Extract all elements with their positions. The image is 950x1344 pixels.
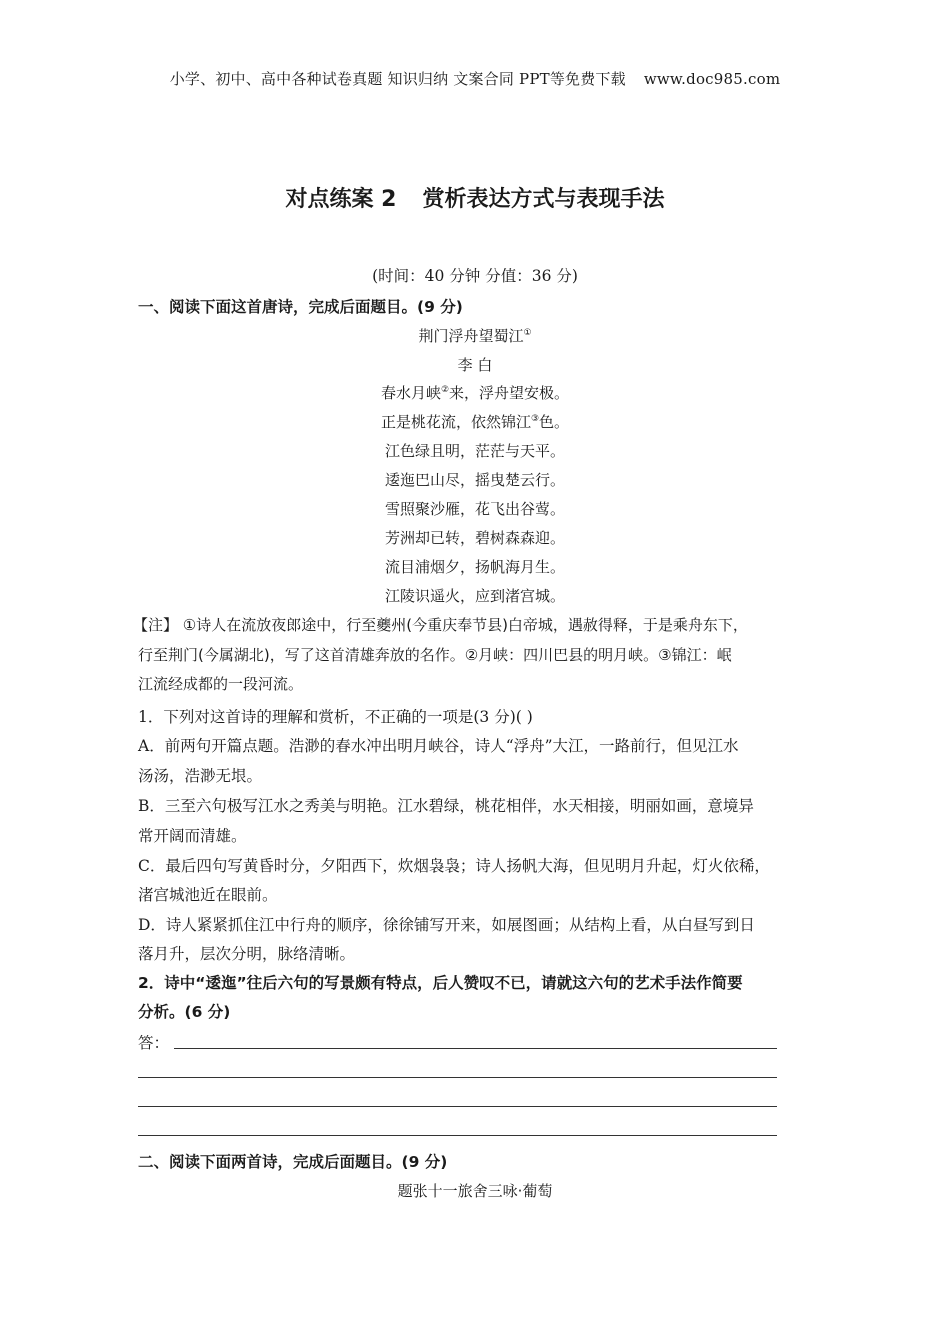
title-part2: 赏析表达方式与表现手法 <box>422 187 665 212</box>
poem-note-line: 江流经成都的一段河流。 <box>138 675 304 693</box>
q2-stem-cont: 分析。(6 分) <box>138 1003 231 1021</box>
q1-option-b-cont: 常开阔而清雄。 <box>138 827 247 845</box>
section1-heading: 一、阅读下面这首唐诗，完成后面题目。(9 分) <box>138 298 463 316</box>
q1-option-d: D．诗人紧紧抓住江中行舟的顺序，徐徐铺写开来，如展图画；从结构上看，从白昼写到日 <box>138 916 755 934</box>
poem-note-line: 【注】 ①诗人在流放夜郎途中，行至夔州(今重庆奉节县)白帝城，遇赦得释，于是乘舟东下， <box>133 616 748 634</box>
answer-line[interactable] <box>138 1135 777 1136</box>
poem-note-line: 行至荆门(今属湖北)，写了这首清雄奔放的名作。②月峡：四川巴县的明月峡。③锦江：岷 <box>138 646 732 664</box>
q1-option-a-cont: 汤汤，浩渺无垠。 <box>138 767 263 785</box>
q1-option-b: B．三至六句极写江水之秀美与明艳。江水碧绿，桃花相伴，水天相接，明丽如画，意境异 <box>138 797 754 815</box>
q1-option-c-cont: 渚宫城池近在眼前。 <box>138 886 278 904</box>
answer-label: 答： <box>138 1034 170 1052</box>
page-header <box>0 68 950 89</box>
q1-option-d-cont: 落月升，层次分明，脉络清晰。 <box>138 945 356 963</box>
poem-author: 李 白 <box>457 356 493 374</box>
poem-title: 荆门浮舟望蜀江① <box>418 327 532 345</box>
page-title <box>0 182 950 213</box>
exam-meta: (时间：40 分钟 分值：36 分) <box>372 267 578 285</box>
poem-line: 雪照聚沙雁，花飞出谷莺。 <box>384 500 565 518</box>
poem-line: 江陵识遥火，应到渚宫城。 <box>384 587 565 605</box>
q2-stem: 2．诗中“逶迤”往后六句的写景颇有特点，后人赞叹不已，请就这六句的艺术手法作简要 <box>138 974 743 992</box>
poem-line: 春水月峡②来，浮舟望安极。 <box>380 384 570 402</box>
section2-poem-title: 题张十一旅舍三咏·葡萄 <box>397 1182 553 1200</box>
poem-line: 流目浦烟夕，扬帆海月生。 <box>384 558 565 576</box>
header-text: 小学、初中、高中各种试卷真题 知识归纳 文案合同 PPT等免费下载 <box>169 70 626 88</box>
q1-stem: 1．下列对这首诗的理解和赏析，不正确的一项是(3 分)( ) <box>138 708 533 726</box>
poem-line: 逶迤巴山尽，摇曳楚云行。 <box>384 471 565 489</box>
header-site[interactable]: www.doc985.com <box>643 70 781 88</box>
answer-line[interactable] <box>138 1106 777 1107</box>
answer-line[interactable] <box>138 1077 777 1078</box>
poem-line: 正是桃花流，依然锦江③色。 <box>380 413 570 431</box>
q1-option-c: C．最后四句写黄昏时分，夕阳西下，炊烟袅袅；诗人扬帆大海，但见明月升起，灯火依稀， <box>138 857 770 875</box>
poem-line: 江色绿且明，茫茫与天平。 <box>384 442 565 460</box>
answer-line[interactable] <box>174 1048 777 1049</box>
q1-option-a: A．前两句开篇点题。浩渺的春水冲出明月峡谷，诗人“浮舟”大江，一路前行，但见江水 <box>138 737 739 755</box>
section2-heading: 二、阅读下面两首诗，完成后面题目。(9 分) <box>138 1153 448 1171</box>
title-part1: 对点练案 2 <box>285 187 397 212</box>
poem-line: 芳洲却已转，碧树森森迎。 <box>384 529 565 547</box>
